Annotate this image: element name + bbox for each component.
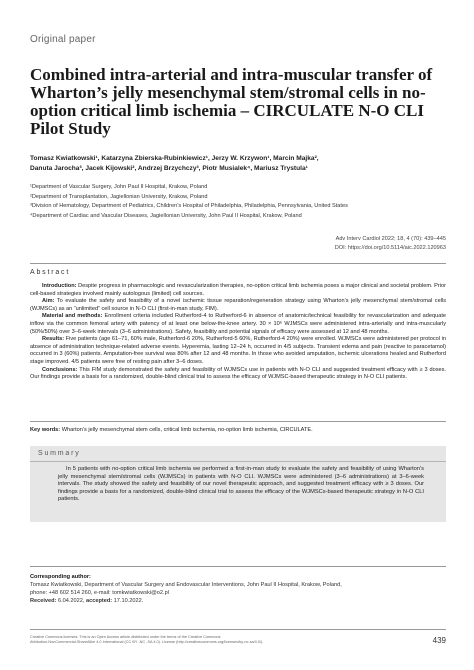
divider bbox=[30, 421, 446, 422]
abstract-body bbox=[30, 283, 446, 382]
journal-citation: Adv Interv Cardiol 2022; 18, 4 (70): 439–445 bbox=[335, 236, 446, 242]
abstract-methods: Material and methods: Enrollment criteria included Rutherford-4 to Rutherford-6 in absence of anatomic/technical feasibility for revascularization and adequate inflow via the common femoral artery with patency of at least one below-the-knee artery. 30 × 10⁶ WJMSCs were administered intra-arterially and intra-muscularly (50%/50%) over 3–6-week intervals (3–6 administrations). Safety, feasibility and potential signals of efficacy were assessed at 12 and 48 months. bbox=[30, 313, 446, 335]
summary-heading: Summary bbox=[38, 450, 81, 457]
affiliation-item: ³Division of Hematology, Department of Pediatrics, Children’s Hospital of Philadelphia, Philadelphia, Pennsylvania, United States bbox=[30, 203, 348, 209]
affiliation-list bbox=[30, 183, 450, 221]
abstract-introduction: Introduction: Despite progress in pharmacologic and revascularization therapies, no-option critical limb ischemia poses a major clinical and societal problem. Prior cell-based strategies involved mainly autologous (limited) cell sources. bbox=[30, 283, 446, 297]
keywords-text: Wharton’s jelly mesenchymal stem cells, critical limb ischemia, no-option limb ischemia, CIRCULATE. bbox=[60, 427, 313, 433]
article-title: Combined intra-arterial and intra-muscular transfer of Wharton’s jelly mesenchymal stem/stromal cells in no-option critical limb ischemia – CIRCULATE N-O CLI Pilot Study bbox=[30, 65, 433, 138]
page-number: 439 bbox=[432, 636, 446, 645]
divider bbox=[30, 629, 446, 630]
abstract-conclusions: Conclusions: This FIM study demonstrated the safety and feasibility of WJMSCs use in patients with N-O CLI and suggested treatment efficacy with ≥ 3 doses. Our findings provide a basis for a randomized, double-blind clinical trial to assess the efficacy of WJMSC-based therapeutic strategy in N-O CLI patients. bbox=[30, 366, 446, 381]
author-line: Tomasz Kwiatkowski¹, Katarzyna Zbierska-Rubinkiewicz¹, Jerzy W. Krzywon¹, Marcin Majka², bbox=[30, 155, 319, 162]
abstract-heading: Abstract bbox=[30, 269, 71, 276]
keywords bbox=[30, 427, 446, 435]
summary-text: In 5 patients with no-option critical limb ischemia we performed a first-in-man study to evaluate the safety and feasibility of using Wharton’s jelly mesenchymal stem/stromal cells (WJMSCs) in patients with N-O CLI. WJMSCs were administered (3–6 administrations) at 3–6-week intervals. The study showed the safety and feasibility of our novel therapeutic approach, and suggested treatment efficacy with ≥ 3 doses. Our findings provide a basis for a randomized, double-blind clinical trial to assess the efficacy of the WJMSCs-based therapeutic strategy in N-O CLI patients. bbox=[58, 466, 424, 503]
corresponding-label: Corresponding author: bbox=[30, 574, 91, 580]
section-label: Original paper bbox=[30, 34, 96, 45]
citation-block bbox=[335, 235, 446, 253]
corresponding-address: Tomasz Kwiatkowski, Department of Vascular Surgery and Endovascular Interventions, John Paul II Hospital, Krakow, Poland, bbox=[30, 582, 342, 588]
affiliation-item: ¹Department of Vascular Surgery, John Paul II Hospital, Krakow, Poland bbox=[30, 184, 208, 190]
affiliation-item: ⁴Department of Cardiac and Vascular Diseases, Jagiellonian University, John Paul II Hospital, Krakow, Poland bbox=[30, 212, 302, 219]
license-notice: Creative Commons licenses: This is an Open Access article distributed under the terms of the Creative Commons Attribution-NonCommercial-ShareAlike 4.0 International (CC BY -NC -SA 4.0). License (http://creativecommons.org/licenses/by-nc-sa/4.0/). bbox=[30, 635, 264, 645]
divider bbox=[30, 263, 446, 264]
divider bbox=[30, 566, 446, 567]
affiliation-item: ²Department of Transplantation, Jagiellonian University, Krakow, Poland bbox=[30, 193, 208, 200]
doi-link[interactable]: DOI: https://doi.org/10.5114/aic.2022.120963 bbox=[334, 245, 446, 251]
keywords-label: Key words: bbox=[30, 427, 61, 433]
abstract-results: Results: Five patients (age 61–71, 60% male, Rutherford-6 20%, Rutherford-5 60%, Rutherford-4 20%) were enrolled. WJMSCs were administered per protocol in absence of administration technique-related adverse events. Hyperemia, lasting 12–24 h, occurred in 4/5 subjects. Transient edema and pain (reactive to paracetamol) occurred in 3 (60%) patients. Amputation-free survival was 80% after 12 and 48 months. In those who avoided amputation, ischemic ulcerations healed and Rutherford stage improved. 4/5 patients were free of resting pain after 3–6 doses. bbox=[30, 336, 446, 365]
author-list bbox=[30, 154, 450, 174]
divider bbox=[30, 461, 446, 462]
received-accepted-dates: Received: 6.04.2022, accepted: 17.10.2022. bbox=[30, 598, 144, 604]
author-line: Danuta Jarocha³, Jacek Kijowski², Andrzej Brzychczy³, Piotr Musialek⁴, Mariusz Trystula¹ bbox=[30, 165, 308, 172]
corresponding-contact: phone: +48 602 514 260, e-mail: tomkwiatkowski@o2.pl bbox=[30, 590, 169, 596]
corresponding-author bbox=[30, 573, 446, 605]
abstract-aim: Aim: To evaluate the safety and feasibility of a novel ischemic tissue reparation/regeneration strategy using Wharton’s jelly mesenchymal stem/stromal cells (WJMSCs) as an “unlimited” cell source in N-O CLI (first-in-man study, FIM). bbox=[30, 298, 446, 312]
summary-box bbox=[30, 446, 446, 522]
